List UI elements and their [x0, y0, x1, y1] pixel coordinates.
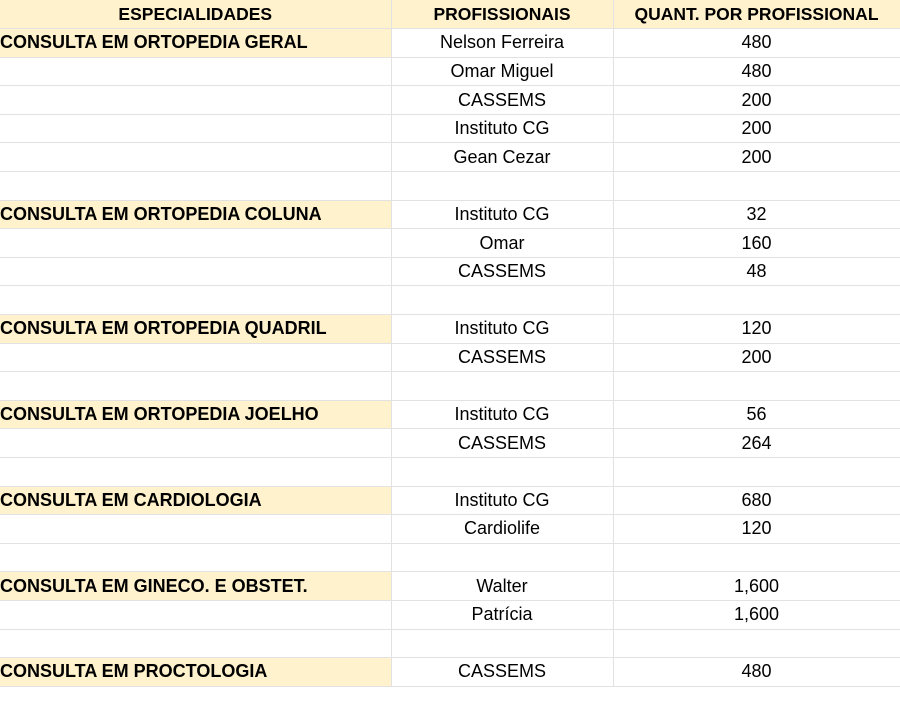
cell-specialty[interactable]	[0, 458, 391, 487]
cell-quantity[interactable]: 32	[613, 200, 900, 229]
table-row	[0, 658, 900, 687]
cell-quantity[interactable]: 200	[613, 343, 900, 372]
cell-specialty[interactable]: CONSULTA EM PROCTOLOGIA	[0, 658, 391, 687]
table-row	[0, 572, 900, 601]
cell-specialty[interactable]	[0, 543, 391, 572]
cell-professional[interactable]: Instituto CG	[391, 200, 613, 229]
cell-quantity[interactable]: 200	[613, 114, 900, 143]
cell-professional[interactable]: Instituto CG	[391, 114, 613, 143]
table-row	[0, 172, 900, 201]
table-row	[0, 486, 900, 515]
cell-quantity[interactable]: 120	[613, 315, 900, 344]
cell-professional[interactable]: Instituto CG	[391, 486, 613, 515]
cell-professional[interactable]	[391, 372, 613, 401]
table-row	[0, 343, 900, 372]
cell-professional[interactable]: Omar	[391, 229, 613, 258]
cell-quantity[interactable]: 48	[613, 257, 900, 286]
cell-specialty[interactable]	[0, 114, 391, 143]
cell-specialty[interactable]: CONSULTA EM GINECO. E OBSTET.	[0, 572, 391, 601]
cell-specialty[interactable]	[0, 172, 391, 201]
cell-professional[interactable]: CASSEMS	[391, 257, 613, 286]
cell-quantity[interactable]	[613, 172, 900, 201]
cell-specialty[interactable]	[0, 600, 391, 629]
cell-quantity[interactable]: 264	[613, 429, 900, 458]
cell-professional[interactable]: CASSEMS	[391, 343, 613, 372]
cell-professional[interactable]: Cardiolife	[391, 515, 613, 544]
cell-specialty[interactable]: CONSULTA EM ORTOPEDIA COLUNA	[0, 200, 391, 229]
cell-professional[interactable]: Instituto CG	[391, 315, 613, 344]
cell-quantity[interactable]: 120	[613, 515, 900, 544]
header-row	[0, 0, 900, 29]
cell-professional[interactable]: Omar Miguel	[391, 57, 613, 86]
cell-specialty[interactable]	[0, 257, 391, 286]
table-row	[0, 543, 900, 572]
cell-quantity[interactable]: 480	[613, 57, 900, 86]
cell-professional[interactable]: CASSEMS	[391, 86, 613, 115]
table-row	[0, 143, 900, 172]
table-row	[0, 229, 900, 258]
cell-specialty[interactable]: CONSULTA EM ORTOPEDIA JOELHO	[0, 400, 391, 429]
cell-specialty[interactable]	[0, 143, 391, 172]
table-row	[0, 86, 900, 115]
cell-quantity[interactable]: 200	[613, 143, 900, 172]
cell-professional[interactable]: Walter	[391, 572, 613, 601]
cell-specialty[interactable]	[0, 429, 391, 458]
cell-quantity[interactable]	[613, 543, 900, 572]
cell-quantity[interactable]	[613, 286, 900, 315]
cell-quantity[interactable]: 480	[613, 658, 900, 687]
cell-quantity[interactable]	[613, 629, 900, 658]
table-body	[0, 29, 900, 687]
header-profissionais[interactable]: PROFISSIONAIS	[391, 0, 613, 29]
cell-professional[interactable]	[391, 543, 613, 572]
cell-specialty[interactable]: CONSULTA EM ORTOPEDIA QUADRIL	[0, 315, 391, 344]
cell-quantity[interactable]: 680	[613, 486, 900, 515]
cell-professional[interactable]	[391, 458, 613, 487]
header-quantidade[interactable]: QUANT. POR PROFISSIONAL	[613, 0, 900, 29]
table-row	[0, 515, 900, 544]
cell-professional[interactable]: CASSEMS	[391, 658, 613, 687]
cell-specialty[interactable]	[0, 57, 391, 86]
table-row	[0, 629, 900, 658]
cell-professional[interactable]: Patrícia	[391, 600, 613, 629]
cell-quantity[interactable]: 1,600	[613, 600, 900, 629]
cell-quantity[interactable]: 160	[613, 229, 900, 258]
cell-quantity[interactable]	[613, 458, 900, 487]
table-row	[0, 315, 900, 344]
cell-specialty[interactable]	[0, 343, 391, 372]
cell-specialty[interactable]	[0, 229, 391, 258]
table-row	[0, 372, 900, 401]
cell-professional[interactable]: CASSEMS	[391, 429, 613, 458]
cell-professional[interactable]: Gean Cezar	[391, 143, 613, 172]
cell-quantity[interactable]: 200	[613, 86, 900, 115]
cell-specialty[interactable]	[0, 515, 391, 544]
table-row	[0, 29, 900, 58]
table-row	[0, 57, 900, 86]
cell-quantity[interactable]	[613, 372, 900, 401]
table-row	[0, 257, 900, 286]
cell-specialty[interactable]	[0, 629, 391, 658]
cell-professional[interactable]	[391, 172, 613, 201]
cell-quantity[interactable]: 480	[613, 29, 900, 58]
table-row	[0, 429, 900, 458]
table-row	[0, 458, 900, 487]
cell-specialty[interactable]	[0, 286, 391, 315]
table-row	[0, 200, 900, 229]
table-row	[0, 600, 900, 629]
cell-quantity[interactable]: 56	[613, 400, 900, 429]
header-especialidades[interactable]: ESPECIALIDADES	[0, 0, 391, 29]
cell-specialty[interactable]: CONSULTA EM CARDIOLOGIA	[0, 486, 391, 515]
cell-professional[interactable]: Instituto CG	[391, 400, 613, 429]
table-row	[0, 400, 900, 429]
cell-professional[interactable]: Nelson Ferreira	[391, 29, 613, 58]
cell-specialty[interactable]: CONSULTA EM ORTOPEDIA GERAL	[0, 29, 391, 58]
cell-professional[interactable]	[391, 286, 613, 315]
table-row	[0, 114, 900, 143]
cell-professional[interactable]	[391, 629, 613, 658]
table-row	[0, 286, 900, 315]
cell-specialty[interactable]	[0, 86, 391, 115]
cell-quantity[interactable]: 1,600	[613, 572, 900, 601]
cell-specialty[interactable]	[0, 372, 391, 401]
